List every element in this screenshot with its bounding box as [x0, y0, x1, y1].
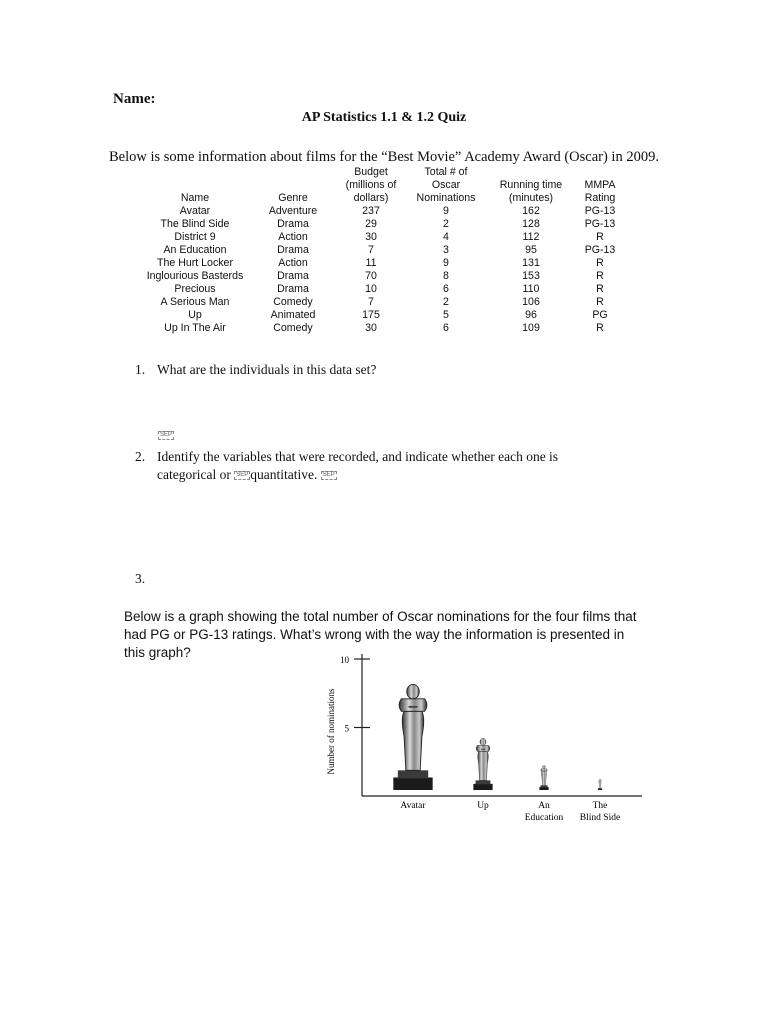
table-cell: R	[596, 257, 604, 269]
table-cell: 8	[443, 270, 449, 282]
statuette-head	[599, 779, 600, 781]
x-tick-label: Education	[524, 813, 564, 823]
table-cell: 3	[443, 244, 449, 256]
table-cell: 153	[522, 270, 540, 282]
statuette-base	[393, 777, 432, 790]
chart-labels	[400, 801, 620, 823]
question-3-number: 3.	[135, 571, 146, 586]
statuette-body	[402, 711, 423, 770]
question-2-number: 2.	[135, 449, 146, 464]
table-cell: 7	[368, 244, 374, 256]
chart-marks	[393, 684, 602, 790]
statuette-head	[543, 765, 546, 768]
question-1	[135, 361, 376, 379]
table-cell: 6	[443, 283, 449, 295]
question-2-text-line2a: categorical or	[157, 467, 235, 482]
films-table	[143, 166, 627, 335]
table-cell: Up	[188, 309, 202, 321]
header-line: (minutes)	[508, 192, 554, 204]
table-cell: Comedy	[273, 296, 313, 308]
table-cell: R	[596, 322, 604, 334]
statuette-chest	[399, 699, 427, 712]
table-row	[143, 257, 627, 270]
oscar-statuette-mark	[393, 684, 432, 790]
x-tick-label: The	[592, 801, 608, 811]
question-3-text: Below is a graph showing the total number of Oscar nominations for the four films that had PG or PG-13 ratings. What’s wrong with the way the information is presented in this graph?	[124, 609, 637, 660]
table-row	[143, 309, 627, 322]
header-line: Nominations	[416, 192, 476, 204]
statuette-chest	[476, 745, 490, 751]
table-row	[143, 231, 627, 244]
question-1-number: 1.	[135, 362, 146, 377]
header-running-time	[489, 166, 573, 205]
statuette-base	[539, 787, 548, 790]
table-row	[143, 322, 627, 335]
question-2-text-line2b: quantitative.	[250, 467, 321, 482]
x-tick-label: Up	[477, 801, 489, 811]
table-cell: The Blind Side	[160, 218, 230, 230]
oscar-statuette-mark	[539, 765, 548, 790]
statuette-pedestal	[540, 785, 547, 787]
table-cell: R	[596, 270, 604, 282]
header-budget	[339, 166, 403, 205]
table-cell: 162	[522, 205, 540, 217]
table-cell: R	[596, 283, 604, 295]
statuette-chest	[599, 780, 602, 781]
table-row	[143, 283, 627, 296]
table-cell: Comedy	[273, 322, 313, 334]
oscar-statuette-mark	[598, 779, 602, 790]
table-cell: 175	[362, 309, 380, 321]
table-cell: 29	[365, 218, 377, 230]
table-row	[143, 270, 627, 283]
sep-marker: SEP	[160, 432, 173, 438]
table-cell: 112	[522, 231, 540, 243]
table-row	[143, 296, 627, 309]
table-cell: 9	[443, 205, 449, 217]
header-genre	[247, 166, 339, 205]
table-cell: 96	[525, 309, 537, 321]
header-nominations	[403, 166, 489, 205]
name-label: Name:	[113, 91, 156, 107]
table-cell: R	[596, 231, 604, 243]
statuette-head	[480, 738, 486, 745]
header-line: MMPA	[584, 179, 616, 191]
y-axis-label: Number of nominations	[326, 688, 336, 775]
table-cell: 95	[525, 244, 537, 256]
table-cell: 10	[365, 283, 377, 295]
header-line: (millions of	[345, 179, 397, 191]
question-1-text: What are the individuals in this data set?	[157, 362, 377, 377]
intro-text: Below is some information about films for the “Best Movie” Academy Award (Oscar) in 2009.	[109, 149, 659, 165]
table-cell: 11	[365, 257, 377, 269]
statuette-pedestal	[476, 780, 491, 784]
table-cell: 109	[522, 322, 540, 334]
table-header-row	[143, 166, 627, 205]
header-line: Running time	[499, 179, 563, 191]
table-cell: 106	[522, 296, 540, 308]
statuette-chest	[541, 769, 547, 772]
table-cell: 70	[365, 270, 377, 282]
statuette-pedestal	[598, 788, 601, 789]
table-cell: 131	[522, 257, 540, 269]
table-cell: An Education	[163, 244, 227, 256]
table-cell: 9	[443, 257, 449, 269]
header-line: Total # of	[424, 166, 468, 178]
sep-marker: SEP	[236, 472, 249, 479]
y-tick-label: 10	[340, 655, 349, 665]
table-row	[143, 218, 627, 231]
header-rating	[573, 166, 627, 205]
table-cell: District 9	[174, 231, 216, 243]
statuette-head	[407, 684, 420, 698]
table-cell: Adventure	[268, 205, 318, 217]
table-cell: PG	[592, 309, 608, 321]
page-title	[0, 110, 768, 126]
table-cell: 237	[362, 205, 380, 217]
statuette-body	[541, 772, 546, 786]
table-cell: 30	[365, 231, 377, 243]
table-cell: Action	[278, 257, 308, 269]
oscar-statuette-mark	[473, 738, 492, 790]
header-line: Genre	[278, 192, 308, 204]
question-2	[135, 448, 615, 484]
table-cell: 110	[522, 283, 540, 295]
statuette-pedestal	[398, 770, 428, 778]
quiz-title-text: AP Statistics 1.1 & 1.2 Quiz	[301, 110, 467, 125]
table-cell: PG-13	[584, 205, 616, 217]
statuette-base	[598, 789, 602, 790]
table-cell: 2	[443, 296, 449, 308]
y-tick-label: 5	[344, 723, 349, 734]
x-tick-label: An	[538, 801, 550, 811]
table-cell: PG-13	[584, 218, 616, 230]
header-line: Oscar	[431, 179, 461, 191]
table-row	[143, 205, 627, 218]
statuette-base	[473, 784, 492, 790]
x-tick-label: Blind Side	[579, 813, 621, 823]
header-name	[143, 166, 247, 205]
table-cell: 30	[365, 322, 377, 334]
table-cell: Inglourious Basterds	[146, 270, 244, 282]
table-row	[143, 244, 627, 257]
table-cell: 2	[443, 218, 449, 230]
statuette-body	[478, 752, 489, 781]
header-line: Name	[180, 192, 210, 204]
header-line: dollars)	[353, 192, 389, 204]
table-cell: Action	[278, 231, 308, 243]
table-cell: Drama	[277, 283, 309, 295]
table-cell: R	[596, 296, 604, 308]
question-2-text-line1: Identify the variables that were recorded, and indicate whether each one is	[157, 449, 559, 464]
table-cell: Avatar	[179, 205, 211, 217]
table-cell: 128	[522, 218, 540, 230]
sep-marker: SEP	[322, 472, 335, 479]
nominations-chart	[320, 646, 650, 831]
header-line: Rating	[584, 192, 616, 204]
table-cell: Drama	[277, 270, 309, 282]
table-cell: 7	[368, 296, 374, 308]
x-tick-label: Avatar	[400, 801, 426, 811]
table-cell: PG-13	[584, 244, 616, 256]
statuette-body	[599, 782, 601, 788]
table-cell: A Serious Man	[160, 296, 230, 308]
table-cell: Drama	[277, 244, 309, 256]
table-cell: 4	[443, 231, 449, 243]
table-body	[143, 205, 627, 335]
table-cell: 5	[443, 309, 449, 321]
table-cell: The Hurt Locker	[157, 257, 233, 269]
table-cell: Precious	[174, 283, 216, 295]
table-cell: Up In The Air	[164, 322, 226, 334]
header-line: Budget	[354, 166, 388, 178]
table-cell: Drama	[277, 218, 309, 230]
table-cell: Animated	[270, 309, 316, 321]
table-cell: 6	[443, 322, 449, 334]
